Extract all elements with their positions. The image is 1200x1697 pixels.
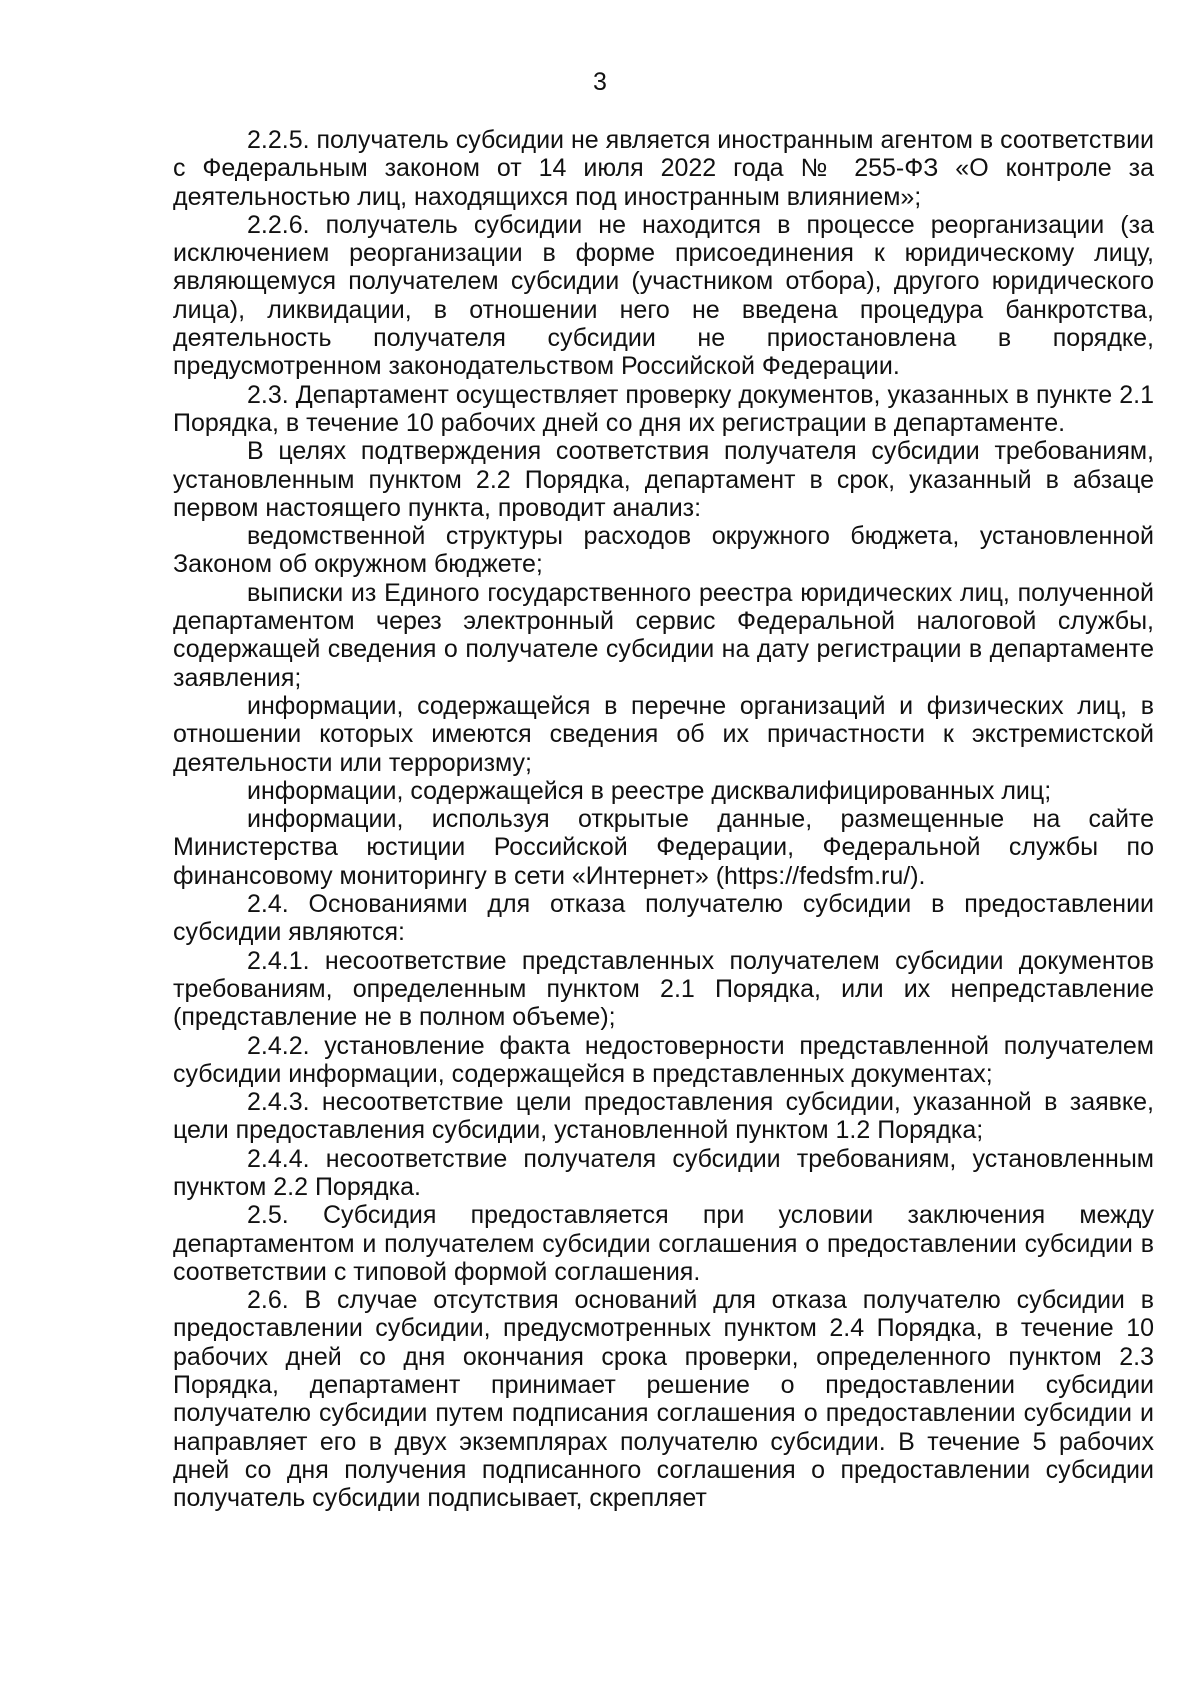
- paragraph-analysis-egrul-extract: выписки из Единого государственного реестра юридических лиц, полученной департаментом через электронный сервис Федеральной налоговой службы, содержащей сведения о получателе субсидии на дату регистрации в департаменте заявления;: [173, 578, 1154, 692]
- paragraph-2-2-5: 2.2.5. получатель субсидии не является иностранным агентом в соответствии с Федеральным законом от 14 июля 2022 года № 255-ФЗ «О контроле за деятельностью лиц, находящихся под иностранным влиянием»;: [173, 126, 1154, 211]
- paragraph-2-5: 2.5. Субсидия предоставляется при условии заключения между департаментом и получателем субсидии соглашения о предоставлении субсидии в соответствии с типовой формой соглашения.: [173, 1201, 1154, 1286]
- paragraph-2-3: 2.3. Департамент осуществляет проверку документов, указанных в пункте 2.1 Порядка, в течение 10 рабочих дней со дня их регистрации в департаменте.: [173, 380, 1154, 437]
- paragraph-2-2-6: 2.2.6. получатель субсидии не находится в процессе реорганизации (за исключением реорганизации в форме присоединения к юридическому лицу, являющемуся получателем субсидии (участником отбора), другого юридического лица), ликвидации, в отношении него не введена процедура банкротства, деятельность получателя субсидии не приостановлена в порядке, предусмотренном законодательством Российской Федерации.: [173, 210, 1154, 381]
- paragraph-analysis-budget-structure: ведомственной структуры расходов окружного бюджета, установленной Законом об окружном бюджете;: [173, 522, 1154, 579]
- paragraph-2-4: 2.4. Основаниями для отказа получателю субсидии в предоставлении субсидии являются:: [173, 890, 1154, 947]
- page-number: 3: [593, 68, 607, 96]
- paragraph-analysis-disqualified-registry: информации, содержащейся в реестре дисквалифицированных лиц;: [247, 776, 1052, 805]
- paragraph-analysis-extremism-list: информации, содержащейся в перечне организаций и физических лиц, в отношении которых имеются сведения об их причастности к экстремистской деятельности или терроризму;: [173, 691, 1154, 777]
- paragraph-2-4-2: 2.4.2. установление факта недостоверности представленной получателем субсидии информации, содержащейся в представленных документах;: [173, 1031, 1154, 1088]
- paragraph-2-4-4: 2.4.4. несоответствие получателя субсидии требованиям, установленным пунктом 2.2 Порядка.: [173, 1144, 1154, 1201]
- paragraph-2-3-analysis-intro: В целях подтверждения соответствия получателя субсидии требованиям, установленным пунктом 2.2 Порядка, департамент в срок, указанный в абзаце первом настоящего пункта, проводит анализ:: [173, 437, 1154, 522]
- paragraph-2-4-3: 2.4.3. несоответствие цели предоставления субсидии, указанной в заявке, цели предоставления субсидии, установленной пунктом 1.2 Порядка;: [173, 1088, 1154, 1145]
- paragraph-analysis-open-data: информации, используя открытые данные, размещенные на сайте Министерства юстиции Российской Федерации, Федеральной службы по финансовому мониторингу в сети «Интернет» (https://fedsfm.ru/).: [173, 805, 1154, 890]
- document-body: [173, 126, 1154, 1513]
- paragraph-2-6: 2.6. В случае отсутствия оснований для отказа получателю субсидии в предоставлении субсидии, предусмотренных пунктом 2.4 Порядка, в течение 10 рабочих дней со дня окончания срока проверки, определенного пунктом 2.3 Порядка, департамент принимает решение о предоставлении субсидии получателю субсидии путем подписания соглашения о предоставлении субсидии и направляет его в двух экземплярах получателю субсидии. В течение 5 рабочих дней со дня получения подписанного соглашения о предоставлении субсидии получатель субсидии подписывает, скрепляет: [173, 1286, 1154, 1513]
- paragraph-2-4-1: 2.4.1. несоответствие представленных получателем субсидии документов требованиям, определенным пунктом 2.1 Порядка, или их непредставление (представление не в полном объеме);: [173, 946, 1154, 1032]
